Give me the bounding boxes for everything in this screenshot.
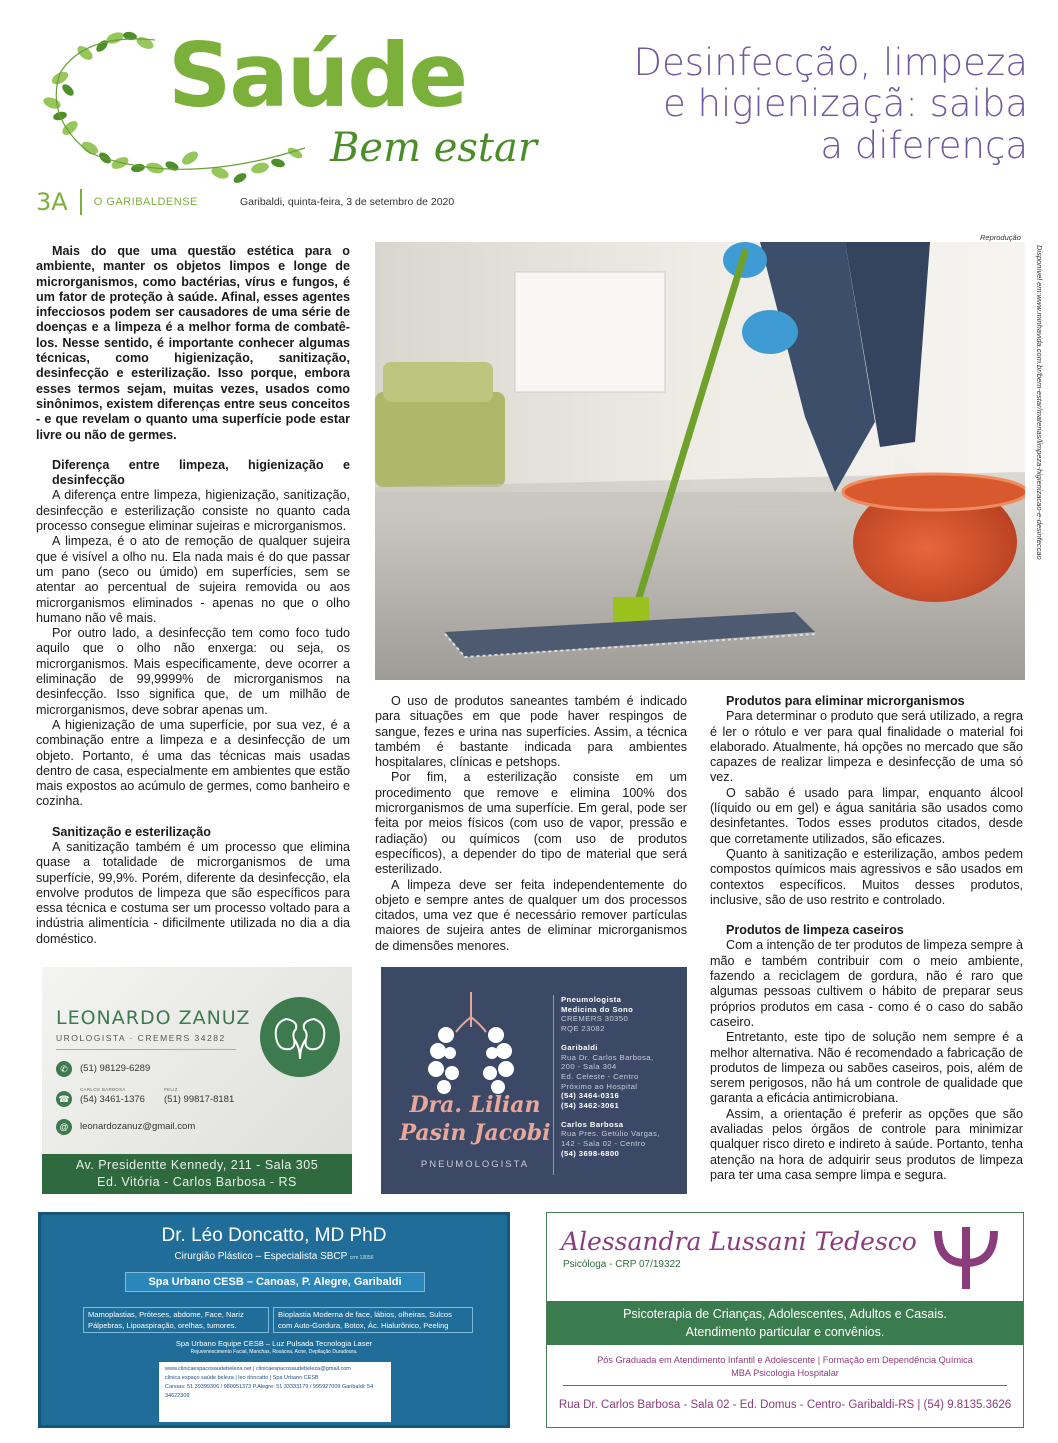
paragraph: O uso de produtos saneantes também é indicado para situações em que pode haver respingos de sangue, fezes e urina nas superfícies. Assim, a técnica também é bastante indicada para ambientes hospitalares, clínicas e petshops.: [375, 694, 687, 770]
address-line: Ed. Vitória - Carlos Barbosa - RS: [97, 1175, 297, 1189]
ad-specialty: PNEUMOLOGISTA: [420, 1159, 530, 1170]
info-line: Rua Pres. Getúlio Vargas,: [561, 1129, 660, 1139]
ad-doctor-name: Dra. Lilian: [409, 1092, 541, 1118]
ad-leonardo-zanuz: [42, 967, 352, 1194]
paragraph: A higienização de uma superfície, por sua vez, é a combinação entre a limpeza e a desinfecção de um objeto. Portanto, é uma das técnicas mais usadas dentro de casa, especialmente em ambientes que estão mais expostos ao acúmulo de germes, como banheiro e cozinha.: [36, 717, 350, 809]
ad-doctor-name: LEONARDO ZANUZ: [56, 1007, 251, 1029]
ad-address: Rua Dr. Carlos Barbosa - Sala 02 - Ed. Domus - Centro- Garibaldi-RS | (54) 9.8135.3626: [558, 1399, 1012, 1411]
band-line: Atendimento particular e convênios.: [685, 1325, 885, 1339]
brand-title: Saúde: [168, 24, 467, 127]
contact-line: www.clinicaespacosaudebeleza.net | clinicaespacosaudebeleza@gmail.com: [165, 1366, 351, 1372]
section-heading: Produtos para eliminar microrganismos: [726, 694, 965, 708]
folio: [36, 190, 198, 214]
section-heading: Sanitização e esterilização: [52, 824, 211, 839]
phone-icon: ☎: [56, 1091, 72, 1107]
newspaper-name: O GARIBALDENSE: [93, 196, 198, 208]
article-lead: Mais do que uma questão estética para o ambiente, manter os objetos limpos e longe de microrganismos, como bactérias, vírus e fungos, é um fator de proteção à saúde. Afinal, esses agentes infecciosos podem ser causadores de uma série de doenças e a limpeza é a melhor forma de combatê-los. Nesse sentido, é importante conhecer algumas técnicas, como higienização, sanitização, desinfecção e esterilização. Isso porque, embora esses termos sejam, muitas vezes, usados como sinônimos, existem diferenças entre seus conceitos - e que revelam o quanto uma superfície pode estar livre ou não de germes.: [36, 244, 350, 442]
article-column-3: [710, 694, 1023, 1183]
role-text: Cirurgião Plástico – Especialista SBCP: [174, 1251, 348, 1262]
paragraph: A limpeza deve ser feita independentemente do objeto e sempre antes de qualquer um dos processos citados, uma vez que é necessário remover partículas maiores de sujeira antes de eliminar microrganismos de dimensões menores.: [375, 877, 687, 953]
info-line: RQE 23082: [561, 1024, 605, 1034]
phone-number: (54) 3461-1376: [80, 1094, 145, 1105]
services-box: Bioplastia Moderna de face, lábios, olheiras, Sulcos com Auto-Gordura, Botox, Ác. Hialurônico, Peeling: [273, 1307, 473, 1333]
ad-psychologist-name: Alessandra Lussani Tedesco: [561, 1227, 917, 1256]
headline: [598, 42, 1028, 166]
divider: [563, 1385, 1007, 1386]
headline-line: a diferença: [820, 123, 1028, 167]
lungs-flower-logo-icon: [416, 987, 526, 1097]
ad-doctor-name: Dr. Léo Doncatto, MD PhD: [161, 1225, 387, 1246]
paragraph: A limpeza, é o ato de remoção de qualquer sujeira que é visível a olho nu. Ela nada mais é do que passar um pano (seco ou úmido) em superfícies, sem se atentar ao percentual de sujeira removida ou aos microrganismos eliminados - apenas no que o olho humano não vê mais.: [36, 534, 350, 625]
info-line: Ed. Celeste - Centro: [561, 1071, 639, 1081]
location-label: FELIZ: [164, 1087, 178, 1092]
divider: [56, 1049, 236, 1050]
contact-line: Canoas: 51 39399306 / 980051373 P.Alegre: 51 33333179 / 995927009 Garibaldi: 54 34622309: [165, 1384, 374, 1399]
kidney-logo-icon: [260, 997, 340, 1077]
whatsapp-icon: ✆: [56, 1061, 72, 1077]
mopping-floor-illustration: [375, 242, 1025, 680]
whatsapp-number: (51) 98129-6289: [80, 1063, 151, 1074]
divider: [553, 995, 554, 1175]
services-band: [547, 1301, 1023, 1345]
treatments-line: Rejuvenescimento Facial, Manchas, Rosácea, Acne, Depilação Duradoura.: [190, 1349, 358, 1355]
photo-source-text: Disponível em:www.minhavida.com.br/bem-estar/materias/limpeza-higienizacao-e-desinfeccao: [1035, 245, 1044, 560]
page-number: 3A: [36, 188, 68, 216]
paragraph: A diferença entre limpeza, higienização, sanitização, desinfecção e esterilização consiste no quanto cada processo consegue eliminar sujeiras e microrganismos.: [36, 488, 350, 534]
article-column-2: [375, 694, 687, 954]
paragraph: Por fim, a esterilização consiste em um procedimento que remove e elimina 100% dos microrganismos de uma superfície. Em geral, pode ser feita por meios físicos (com uso de vapor, pressão e radiação) ou químicos (com uso de produtos específicos), a depender do tipo de material que será esterilizado.: [375, 770, 687, 877]
info-line: 142 - Sala 02 - Centro: [561, 1139, 646, 1149]
paragraph: A sanitização também é um processo que elimina quase a totalidade de microrganismos de uma superfície, 99,9%. Porém, diferente da desinfecção, ela envolve produtos de limpeza que são específicos para essa técnica e costuma ser um processo voltado para a indústria alimentícia - dificilmente utilizada no dia a dia doméstico.: [36, 839, 350, 946]
phone-number: (54) 3464-0316: [561, 1091, 620, 1101]
article-photo: [375, 242, 1025, 680]
ad-crp: Psicóloga - CRP 07/19322: [563, 1259, 681, 1270]
contact-line: clinica espaço saúde beleza | leo doncatto | Spa Urbano CESB: [165, 1375, 319, 1381]
crm-text: crm 13056: [349, 1255, 374, 1261]
paragraph: Assim, a orientação é preferir as opções que são avaliadas pelos órgãos de controle para minimizar qualquer risco direto e indireto à saúde. Portanto, tenha atenção na hora de adquirir seus produtos de limpeza para ter uma casa sempre limpa e segura.: [710, 1106, 1023, 1182]
psi-symbol-icon: [932, 1223, 1000, 1293]
paragraph: Quanto à sanitização e esterilização, ambos pedem compostos químicos mais agressivos e são usados em contextos específicos. Muitos desses produtos, inclusive, são de uso restrito e controlado.: [710, 846, 1023, 907]
email-icon: @: [56, 1119, 72, 1135]
phone-number: (51) 99817-8181: [164, 1094, 235, 1105]
info-line: Próximo ao Hospital: [561, 1081, 638, 1091]
contacts-box: [159, 1362, 391, 1422]
ad-lilian-pasin-jacobi: [381, 967, 687, 1194]
info-title: Garibaldi: [561, 1042, 598, 1052]
info-title: Carlos Barbosa: [561, 1119, 624, 1129]
paragraph: Com a intenção de ter produtos de limpeza sempre à mão e também contribuir com o meio ambiente, fazendo a reciclagem de gordura, não é raro que algumas pessoas cultivem o hábito de preparar seus próprios produtos em casa - como é o caso do sabão caseiro.: [710, 938, 1023, 1029]
ad-doctor-role: UROLOGISTA · CREMERS 34282: [56, 1033, 226, 1043]
paragraph: Para determinar o produto que será utilizado, a regra é ler o rótulo e ver para qual finalidade o material foi elaborado. Atualmente, há opções no mercado que são capazes de realizar limpeza e desinfecção de uma só vez.: [710, 709, 1023, 785]
ad-doctor-role: [41, 1251, 507, 1262]
spa-team-line: Spa Urbano Equipe CESB – Luz Pulsada Tecnologia Laser: [175, 1339, 373, 1348]
location-label: CARLOS BARBOSA: [80, 1087, 126, 1092]
email-address: leonardozanuz@gmail.com: [80, 1121, 196, 1132]
phone-number: (54) 3462-3061: [561, 1101, 620, 1111]
folio-divider: [80, 189, 82, 215]
paragraph: O sabão é usado para limpar, enquanto álcool (líquido ou em gel) e água sanitária são usados como desinfetantes. Todos esses produtos citados, desde que corretamente utilizados, são eficazes.: [710, 785, 1023, 846]
paragraph: Por outro lado, a desinfecção tem como foco tudo aquilo que o olho não enxerga: ou seja, os microrganismos. Mais especificamente, deve ocorrer a eliminação de 99,9999% de microrganismos na desinfecção. Isso significa que, de um milhão de microrganismos, deve sobrar apenas um.: [36, 626, 350, 717]
info-line: CREMERS 30350: [561, 1014, 629, 1024]
spa-banner: Spa Urbano CESB – Canoas, P. Alegre, Garibaldi: [125, 1272, 425, 1292]
ad-address-footer: [42, 1154, 352, 1194]
article-column-1: [36, 244, 350, 947]
ad-alessandra-tedesco: [546, 1212, 1024, 1428]
qualifications-line: Pós Graduada em Atendimento Infantil e Adolescente | Formação em Dependência Química: [597, 1355, 973, 1365]
photo-source: [1034, 245, 1046, 685]
paragraph: Entretanto, este tipo de solução nem sempre é a melhor alternativa. Não é recomendado a fabricação de produtos de limpeza ou sabões caseiros, pois, além de serem perigosos, não há um controle de qualidade que garanta a eficácia antimicrobiana.: [710, 1030, 1023, 1106]
ad-leo-doncatto: [38, 1212, 510, 1428]
photo-credit: Reprodução: [980, 233, 1021, 242]
qualifications-line: MBA Psicologia Hospitalar: [731, 1368, 839, 1378]
section-heading: Diferença entre limpeza, higienização e desinfecção: [52, 457, 350, 488]
masthead: [30, 18, 570, 193]
brand-subtitle: Bem estar: [330, 125, 537, 171]
headline-line: e higienizaçã: saiba: [663, 82, 1028, 126]
phone-number: (54) 3698-6800: [561, 1148, 620, 1158]
dateline: Garibaldi, quinta-feira, 3 de setembro de 2020: [240, 196, 455, 208]
ad-contact-info: [561, 995, 681, 1168]
info-line: Rua Dr. Carlos Barbosa,: [561, 1052, 654, 1062]
info-line: 200 - Sala 304: [561, 1062, 617, 1072]
info-title: Pneumologista: [561, 995, 622, 1004]
services-box: Mamoplastias, Próteses, abdome, Face, Nariz Pálpebras, Lipoaspiração, orelhas, tumores.: [83, 1307, 269, 1333]
headline-line: Desinfecção, limpeza: [633, 41, 1028, 84]
address-line: Av. Presidentte Kennedy, 211 - Sala 305: [75, 1158, 319, 1172]
ad-doctor-name: Pasin Jacobi: [399, 1120, 551, 1146]
info-line: Medicina do Sono: [561, 1004, 634, 1014]
section-heading: Produtos de limpeza caseiros: [726, 923, 904, 938]
band-line: Psicoterapia de Crianças, Adolescentes, Adultos e Casais.: [623, 1307, 947, 1321]
